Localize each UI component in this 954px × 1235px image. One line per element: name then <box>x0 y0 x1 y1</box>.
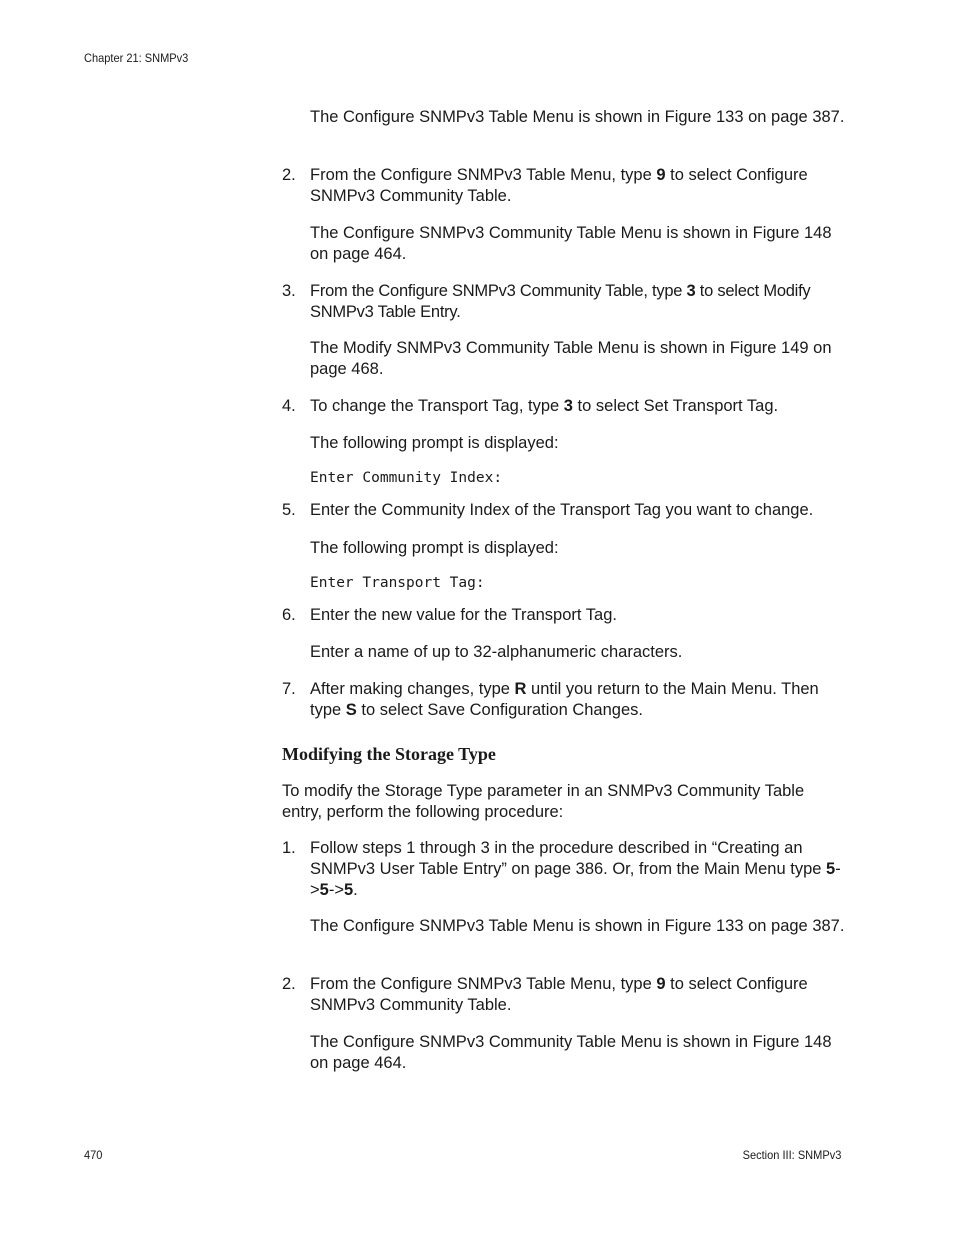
step-5-text: Enter the Community Index of the Transport Tag you want to change. <box>310 501 814 519</box>
step-number: 3. <box>282 282 296 300</box>
running-header: Chapter 21: SNMPv3 <box>84 51 189 65</box>
section-heading: Modifying the Storage Type <box>282 744 496 764</box>
paragraph: The Configure SNMPv3 Table Menu is shown in Figure 133 on page 387. <box>310 917 845 935</box>
code-prompt: Enter Community Index: <box>310 470 503 486</box>
storage-step-1-text: Follow steps 1 through 3 in the procedure described in “Creating an SNMPv3 User Table Entry” on page 386. Or, from the Main Menu type 5->5->5. <box>310 839 841 899</box>
step-3-text: From the Configure SNMPv3 Community Table, type 3 to select Modify SNMPv3 Table Entry. <box>310 282 811 321</box>
step-number: 2. <box>282 166 296 184</box>
step-4-text: To change the Transport Tag, type 3 to select Set Transport Tag. <box>310 397 779 415</box>
paragraph: The Configure SNMPv3 Community Table Menu is shown in Figure 148 on page 464. <box>310 224 832 263</box>
step-number: 1. <box>282 839 296 857</box>
step-number: 4. <box>282 397 296 415</box>
step-number: 6. <box>282 606 296 624</box>
paragraph: To modify the Storage Type parameter in an SNMPv3 Community Table entry, perform the following procedure: <box>282 782 805 821</box>
paragraph: The following prompt is displayed: <box>310 539 559 557</box>
step-2-text: From the Configure SNMPv3 Table Menu, type 9 to select Configure SNMPv3 Community Table. <box>310 166 808 205</box>
page-number: 470 <box>84 1148 103 1162</box>
code-prompt: Enter Transport Tag: <box>310 575 485 591</box>
step-number: 2. <box>282 975 296 993</box>
paragraph: The Configure SNMPv3 Table Menu is shown in Figure 133 on page 387. <box>310 108 845 126</box>
paragraph: The following prompt is displayed: <box>310 434 559 452</box>
running-footer: Section III: SNMPv3 <box>742 1148 841 1162</box>
step-7-text: After making changes, type R until you return to the Main Menu. Then type S to select Save Configuration Changes. <box>310 680 819 719</box>
step-number: 5. <box>282 501 296 519</box>
paragraph: Enter a name of up to 32-alphanumeric characters. <box>310 643 683 661</box>
storage-step-2-text: From the Configure SNMPv3 Table Menu, type 9 to select Configure SNMPv3 Community Table. <box>310 975 808 1014</box>
paragraph: The Configure SNMPv3 Community Table Menu is shown in Figure 148 on page 464. <box>310 1033 832 1072</box>
paragraph: The Modify SNMPv3 Community Table Menu is shown in Figure 149 on page 468. <box>310 339 832 378</box>
step-6-text: Enter the new value for the Transport Tag. <box>310 606 617 624</box>
step-number: 7. <box>282 680 296 698</box>
